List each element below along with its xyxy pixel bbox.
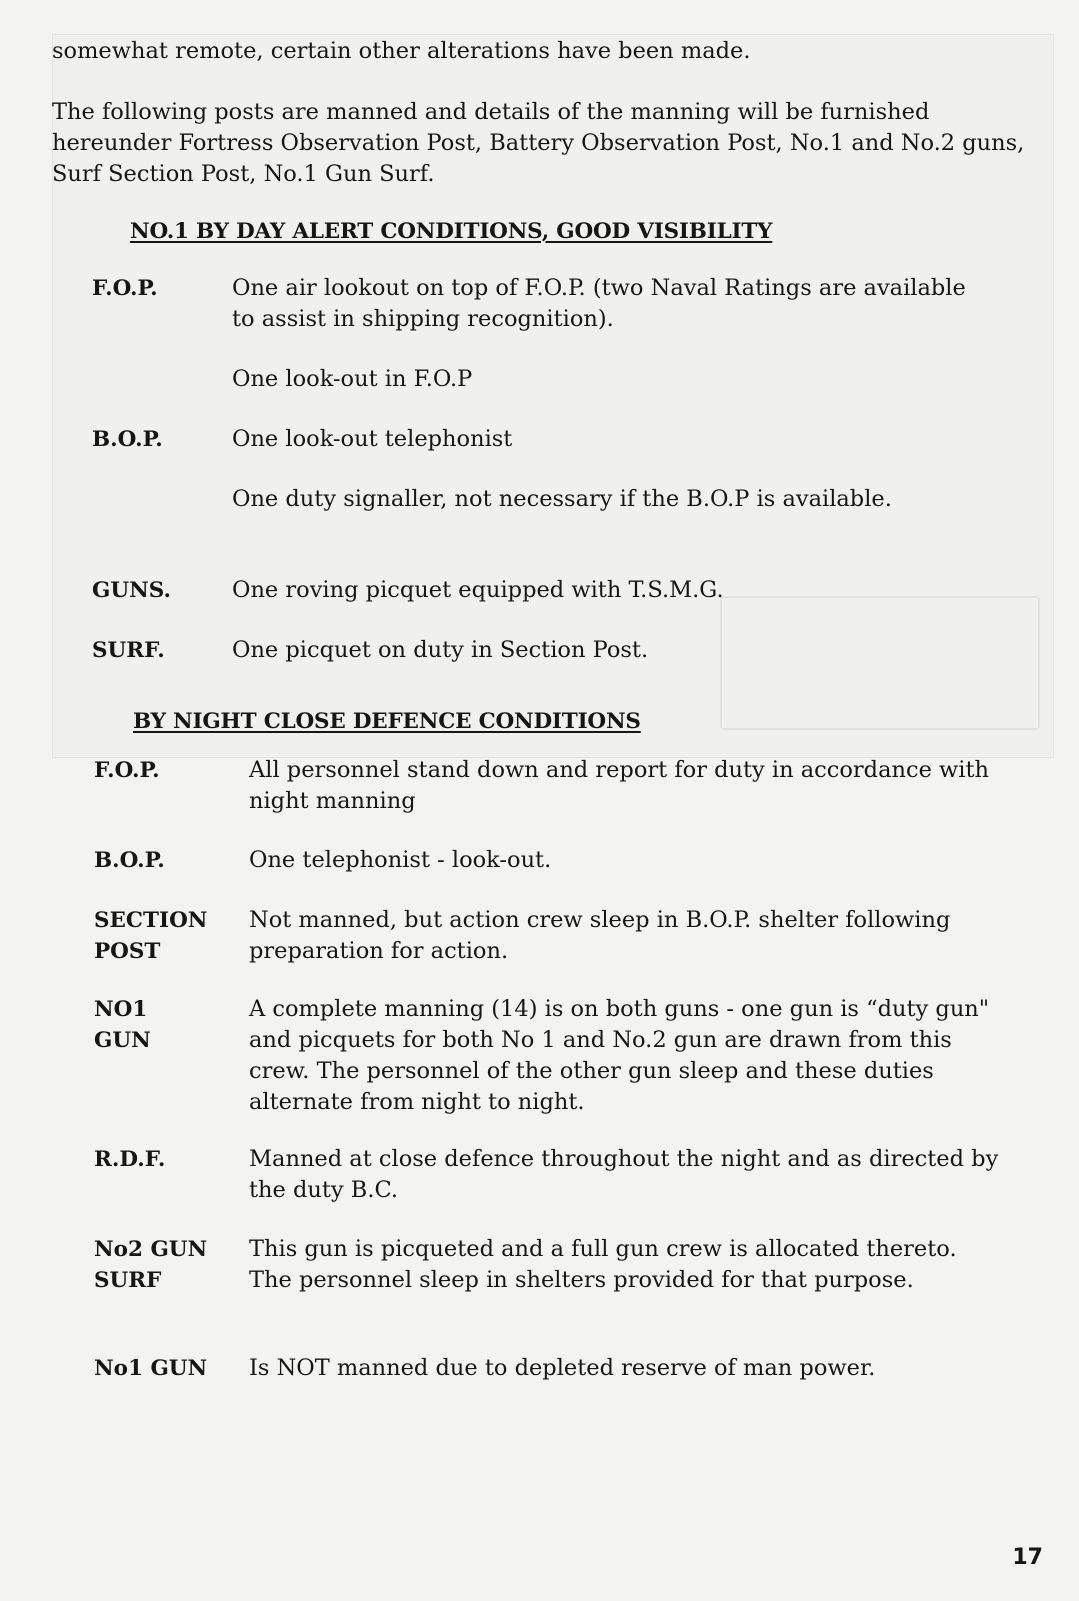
night-row-section-post [94,905,1004,967]
day-row-fop [92,273,972,335]
row-label: F.O.P. [94,758,160,783]
row-text: Is NOT manned due to depleted reserve of man power. [249,1355,876,1381]
row-label: B.O.P. [92,427,163,452]
page-number: 17 [1012,1545,1043,1570]
row-text: Not manned, but action crew sleep in B.O.P. shelter following preparation for action. [249,907,951,964]
row-label [92,364,232,395]
row-label: R.D.F. [94,1147,166,1172]
row-text: A complete manning (14) is on both guns - one gun is “duty gun" and picquets for both No 1 and No.2 gun are drawn from this crew. The personnel of the other gun sleep and these duties alternate from night to night. [249,996,990,1115]
row-text: Manned at close defence throughout the night and as directed by the duty B.C. [249,1146,999,1203]
row-label [92,484,232,515]
row-label: GUNS. [92,578,172,603]
night-row-no2-gun-surf [94,1234,974,1296]
row-text: One telephonist - look-out. [249,847,552,873]
row-text: One look-out in F.O.P [232,366,473,392]
night-row-fop [94,755,1004,817]
row-label: B.O.P. [94,848,165,873]
night-row-bop [94,845,1004,876]
day-row-bop [92,424,972,455]
row-text: One duty signaller, not necessary if the B.O.P is available. [232,486,892,512]
intro-paragraph: The following posts are manned and details of the manning will be furnished hereunder Fortress Observation Post, Battery Observation Post, No.1 and No.2 guns, Surf Section Post, No.1 Gun Surf. [52,99,1025,187]
row-text: This gun is picqueted and a full gun crew is allocated thereto. The personnel sleep in shelters provided for that purpose. [249,1236,957,1293]
row-text: One look-out telephonist [232,426,513,452]
night-row-no1-gun-surf [94,1353,1034,1384]
row-label: No1 GUN [94,1356,208,1381]
night-row-rdf [94,1144,1004,1206]
night-row-no1-gun [94,994,1019,1118]
day-conditions-heading: NO.1 BY DAY ALERT CONDITIONS, GOOD VISIBILITY [130,219,773,244]
row-text: All personnel stand down and report for duty in accordance with night manning [249,757,990,814]
night-conditions-heading: BY NIGHT CLOSE DEFENCE CONDITIONS [133,709,641,734]
row-label: No2 GUN SURF [94,1237,208,1293]
row-label: SURF. [92,638,165,663]
day-row-bop-2 [92,484,972,515]
day-row-surf [92,635,972,666]
row-text: One air lookout on top of F.O.P. (two Naval Ratings are available to assist in shipping recognition). [232,275,966,332]
row-text: One roving picquet equipped with T.S.M.G. [232,577,724,603]
row-label: SECTION POST [94,908,208,964]
row-label: F.O.P. [92,276,158,301]
intro-line: somewhat remote, certain other alterations have been made. [52,38,751,64]
day-row-guns [92,575,972,606]
day-row-fop-2 [92,364,972,395]
row-label: NO1 GUN [94,997,151,1053]
row-text: One picquet on duty in Section Post. [232,637,649,663]
